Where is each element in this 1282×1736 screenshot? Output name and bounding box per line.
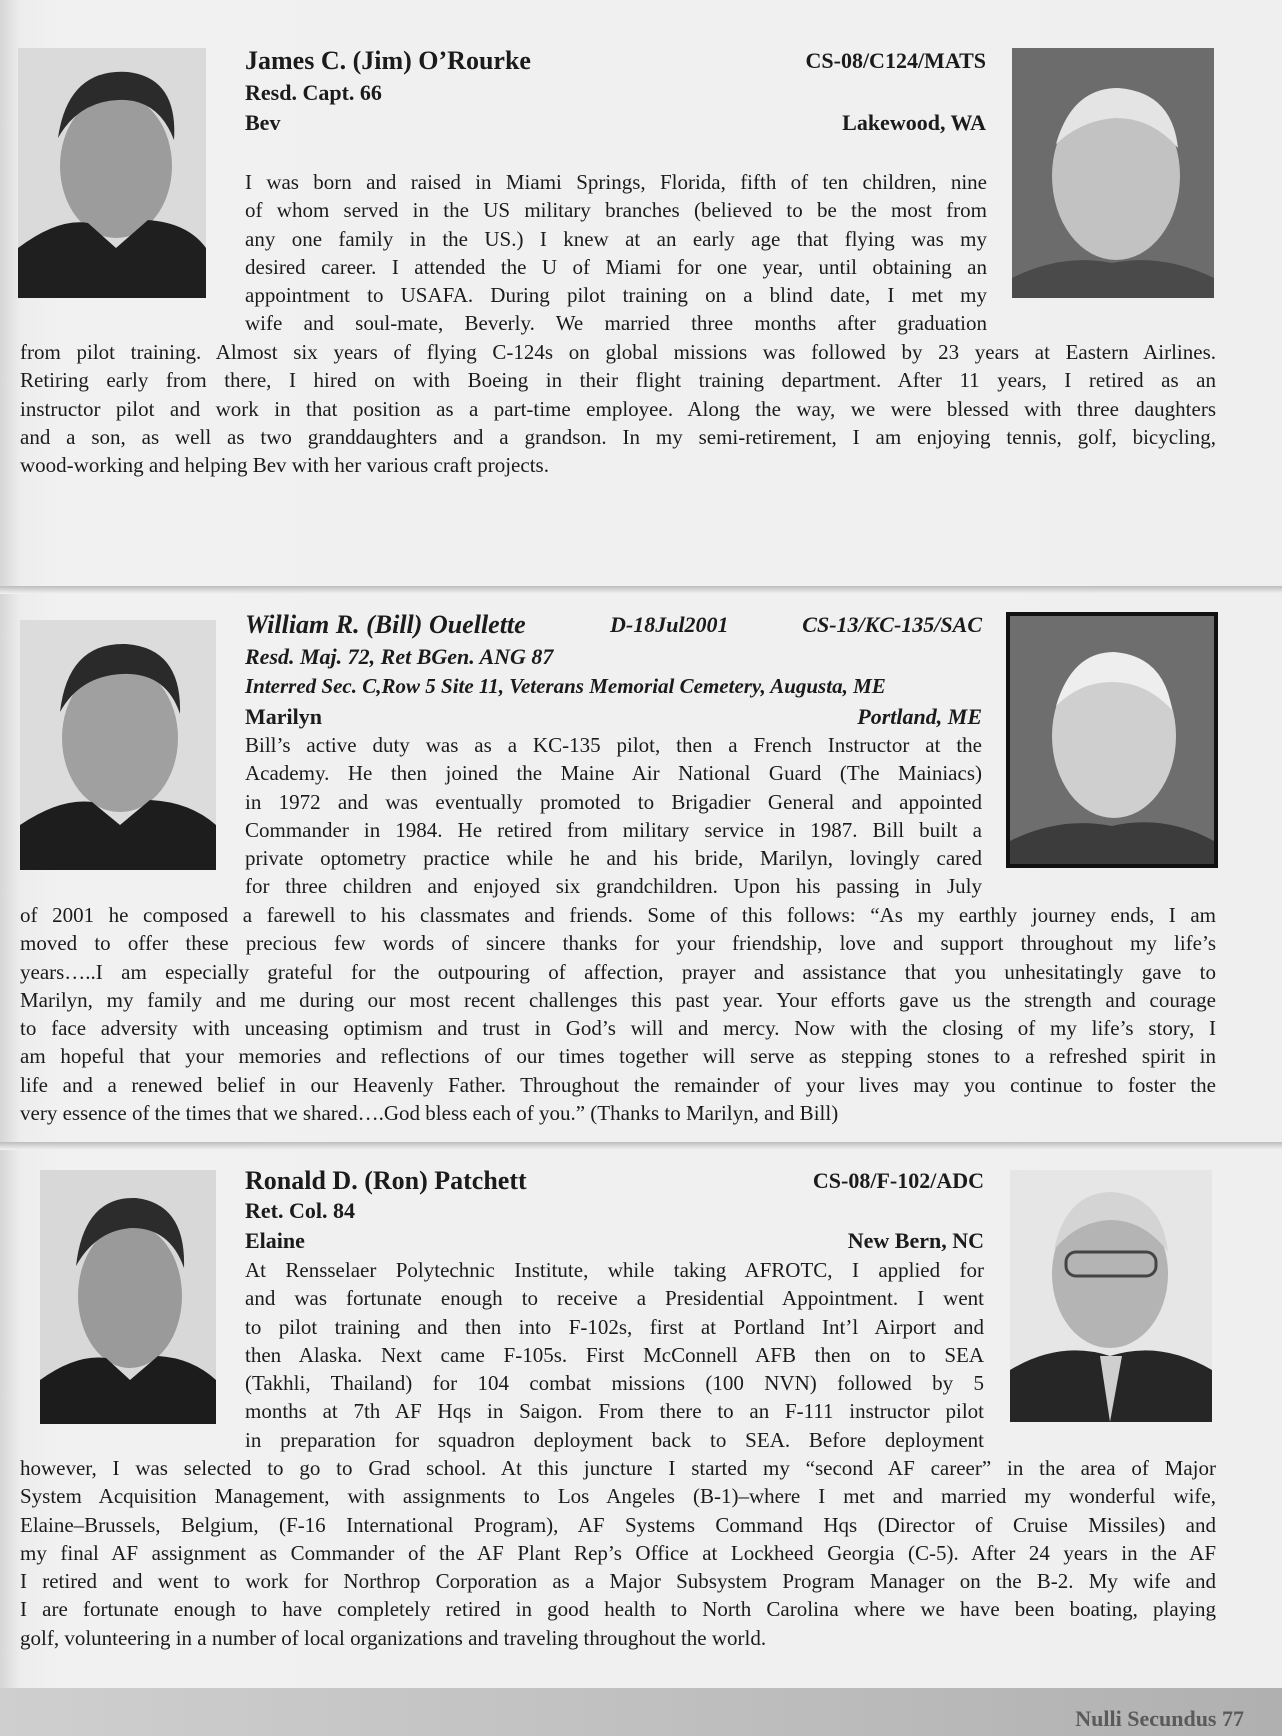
- rank-patchett: Ret. Col. 84: [245, 1198, 355, 1223]
- spouse-orourke: Bev: [245, 110, 281, 135]
- section-divider: [0, 586, 1282, 594]
- name-ouellette: William R. (Bill) Ouellette: [245, 610, 526, 639]
- location-ouellette: Portland, ME: [857, 704, 982, 729]
- location-orourke: Lakewood, WA: [842, 110, 986, 135]
- bio-line: to face adversity with unceasing optimism and trust in God’s will and mercy. Now with the closing of my life’s story, I: [20, 1016, 1216, 1041]
- bio-patchett-bottom: [20, 1454, 1216, 1652]
- bio-line: years…..I am especially grateful for the outpouring of affection, prayer and assistance that you unhesitatingly gave to: [20, 959, 1216, 984]
- bio-orourke-bottom: [20, 338, 1216, 479]
- bio-line: for three children and enjoyed six grandchildren. Upon his passing in July: [245, 874, 982, 899]
- bio-line: am hopeful that your memories and reflections of our times together will serve as stepping stones to a refreshed spirit in: [20, 1044, 1216, 1069]
- bio-line: System Acquisition Management, with assignments to Los Angeles (B-1)–where I met and married my wonderful wife,: [20, 1484, 1216, 1509]
- bio-line: in preparation for squadron deployment back to SEA. Before deployment: [245, 1427, 984, 1452]
- bio-line: Marilyn, my family and me during our most recent challenges this past year. Your efforts gave us the strength and courage: [20, 987, 1216, 1012]
- cadet-photo-orourke: [18, 48, 206, 298]
- bio-line: to pilot training and then into F-102s, first at Portland Int’l Airport and: [245, 1314, 984, 1339]
- bio-line: wood-working and helping Bev with her various craft projects.: [20, 453, 549, 478]
- recent-photo-patchett: [1010, 1170, 1212, 1422]
- page-number: 77: [1222, 1706, 1244, 1731]
- cadet-photo-patchett: [40, 1170, 216, 1424]
- bio-line: then Alaska. Next came F-105s. First McConnell AFB then on to SEA: [245, 1342, 984, 1367]
- bio-patchett-top: [245, 1256, 984, 1454]
- rank-orourke: Resd. Capt. 66: [245, 80, 382, 105]
- bio-line: from pilot training. Almost six years of flying C-124s on global missions was followed by 23 years at Eastern Airlines.: [20, 340, 1216, 364]
- bio-line: my final AF assignment as Commander of the AF Plant Rep’s Office at Lockheed Georgia (C-5). After 24 years in the AF: [20, 1540, 1216, 1565]
- cadet-photo-ouellette: [20, 620, 216, 870]
- page-footer: [1075, 1706, 1244, 1732]
- bio-line: Elaine–Brussels, Belgium, (F-16 International Program), AF Systems Command Hqs (Director of Cruise Missiles) and: [20, 1512, 1216, 1537]
- bio-ouellette-top: [245, 731, 982, 901]
- bio-line: very essence of the times that we shared….God bless each of you.” (Thanks to Marilyn, and Bill): [20, 1101, 839, 1126]
- bio-line: Bill’s active duty was as a KC-135 pilot, then a French Instructor at the: [245, 733, 982, 757]
- bio-line: I retired and went to work for Northrop Corporation as a Major Subsystem Program Manager on the B-2. My wife and: [20, 1569, 1216, 1594]
- bio-line: life and a renewed belief in our Heavenly Father. Throughout the remainder of your lives may you continue to foster the: [20, 1072, 1216, 1097]
- bio-line: months at 7th AF Hqs in Saigon. From there to an F-111 instructor pilot: [245, 1399, 984, 1424]
- bio-line: I was born and raised in Miami Springs, Florida, fifth of ten children, nine: [245, 170, 987, 194]
- bio-line: however, I was selected to go to Grad school. At this juncture I started my “second AF career” in the area of Major: [20, 1456, 1216, 1480]
- interred-ouellette: Interred Sec. C,Row 5 Site 11, Veterans Memorial Cemetery, Augusta, ME: [245, 674, 886, 698]
- footer-title: Nulli Secundus: [1075, 1706, 1217, 1731]
- bio-line: instructor pilot and work in that position as a part-time employee. Along the way, we were blessed with three daughters: [20, 396, 1216, 421]
- code-patchett: CS-08/F-102/ADC: [812, 1168, 984, 1193]
- bio-orourke-top: [245, 168, 987, 338]
- spouse-ouellette: Marilyn: [245, 704, 322, 729]
- bio-line: in 1972 and was eventually promoted to Brigadier General and appointed: [245, 789, 982, 814]
- bio-line: Retiring early from there, I hired on with Boeing in their flight training department. After 11 years, I retired as an: [20, 368, 1216, 393]
- bio-line: Academy. He then joined the Maine Air National Guard (The Mainiacs): [245, 761, 982, 786]
- name-patchett: Ronald D. (Ron) Patchett: [245, 1166, 527, 1195]
- name-orourke: James C. (Jim) O’Rourke: [245, 46, 531, 75]
- bio-line: private optometry practice while he and his bride, Marilyn, lovingly cared: [245, 846, 982, 871]
- bio-line: and was fortunate enough to receive a Presidential Appointment. I went: [245, 1286, 984, 1311]
- bio-line: desired career. I attended the U of Miami for one year, until obtaining an: [245, 254, 987, 279]
- bio-ouellette-bottom: [20, 901, 1216, 1127]
- bio-line: Commander in 1984. He retired from military service in 1987. Bill built a: [245, 817, 982, 842]
- code-orourke: CS-08/C124/MATS: [805, 48, 986, 73]
- location-patchett: New Bern, NC: [847, 1228, 984, 1253]
- recent-photo-ouellette: [1006, 612, 1218, 868]
- bio-line: and a son, as well as two granddaughters and a grandson. In my semi-retirement, I am enjoying tennis, golf, bicycling,: [20, 424, 1216, 449]
- bio-line: I are fortunate enough to have completely retired in good health to North Carolina where we have been boating, playing: [20, 1597, 1216, 1622]
- spouse-patchett: Elaine: [245, 1228, 305, 1253]
- bio-line: appointment to USAFA. During pilot training on a blind date, I met my: [245, 283, 987, 308]
- bio-line: At Rensselaer Polytechnic Institute, while taking AFROTC, I applied for: [245, 1258, 984, 1282]
- recent-photo-orourke: [1012, 48, 1214, 298]
- code-ouellette: CS-13/KC-135/SAC: [802, 612, 982, 637]
- section-divider: [0, 1142, 1282, 1150]
- bio-line: (Takhli, Thailand) for 104 combat missions (100 NVN) followed by 5: [245, 1371, 984, 1396]
- bio-line: any one family in the US.) I knew at an early age that flying was my: [245, 226, 987, 251]
- bio-line: of whom served in the US military branches (believed to be the most from: [245, 198, 987, 223]
- bio-line: golf, volunteering in a number of local organizations and traveling throughout the world.: [20, 1625, 767, 1650]
- death-ouellette: D-18Jul2001: [610, 612, 729, 637]
- rank-ouellette: Resd. Maj. 72, Ret BGen. ANG 87: [245, 644, 554, 669]
- bio-line: wife and soul-mate, Beverly. We married three months after graduation: [245, 311, 987, 336]
- bio-line: of 2001 he composed a farewell to his classmates and friends. Some of this follows: “As my earthly journey ends, I am: [20, 903, 1216, 927]
- bio-line: moved to offer these precious few words of sincere thanks for your friendship, love and support throughout my life’s: [20, 931, 1216, 956]
